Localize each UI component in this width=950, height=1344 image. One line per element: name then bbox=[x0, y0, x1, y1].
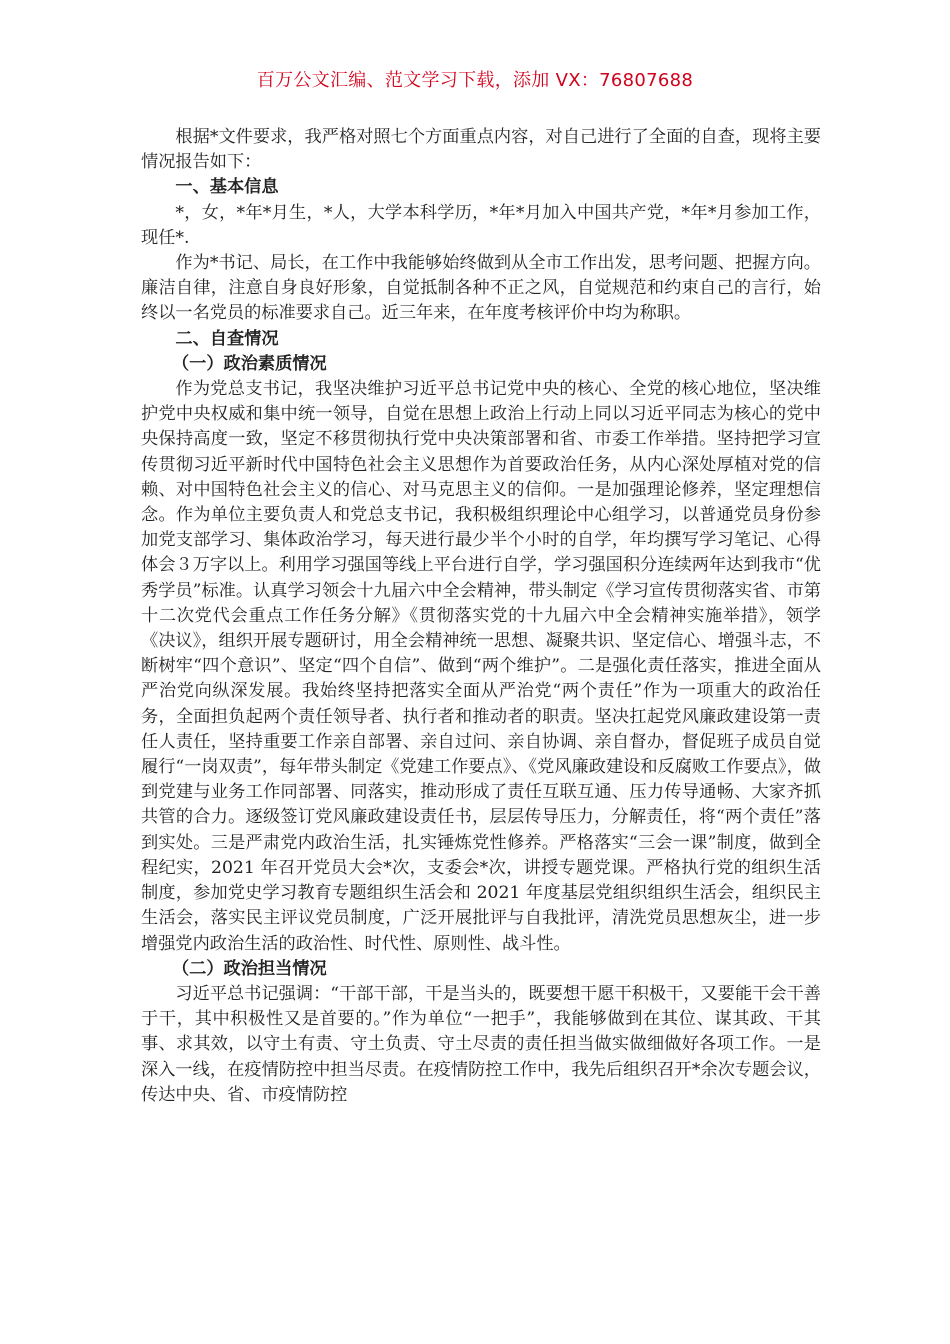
subsection-heading-political-responsibility: （二）政治担当情况 bbox=[171, 958, 327, 979]
political-quality-paragraph: 作为党总支书记，我坚决维护习近平总书记党中央的核心、全党的核心地位，坚决维护党中央权威和集中统一领导，自觉在思想上政治上行动上同以习近平同志为核心的党中央保持高度一致，坚定不移贯彻执行党中央决策部署和省、市委工作举措。坚持把学习宣传贯彻习近平新时代中国特色社会主义思想作为首要政治任务，从内心深处厚植对党的信赖、对中国特色社会主义的信心、对马克思主义的信仰。一是加强理论修养，坚定理想信念。作为单位主要负责人和党总支书记，我积极组织理论中心组学习，以普通党员身份参加党支部学习、集体政治学习，每天进行最少半个小时的自学，年均撰写学习笔记、心得体会３万字以上。利用学习强国等线上平台进行自学，学习强国积分连续两年达到我市“优秀学员”标准。认真学习领会十九届六中全会精神，带头制定《学习宣传贯彻落实省、市第十二次党代会重点工作任务分解》《贯彻落实党的十九届六中全会精神实施举措》，领学《决议》，组织开展专题研讨，用全会精神统一思想、凝聚共识、坚定信心、增强斗志，不断树牢“四个意识”、坚定“四个自信”、做到“两个维护”。二是强化责任落实，推进全面从严治党向纵深发展。我始终坚持把落实全面从严治党“两个责任”作为一项重大的政治任务，全面担负起两个责任领导者、执行者和推动者的职责。坚决扛起党风廉政建设第一责任人责任，坚持重要工作亲自部署、亲自过问、亲自协调、亲自督办，督促班子成员自觉履行“一岗双责”，每年带头制定《党建工作要点》、《党风廉政建设和反腐败工作要点》，做到党建与业务工作同部署、同落实，推动形成了责任互联互通、压力传导通畅、大家齐抓共管的合力。逐级签订党风廉政建设责任书，层层传导压力，分解责任，将“两个责任”落到实处。三是严肃党内政治生活，扎实锤炼党性修养。严格落实“三会一课”制度，做到全程纪实，2021 年召开党员大会*次，支委会*次，讲授专题党课。严格执行党的组织生活制度，参加党史学习教育专题组织生活会和 2021 年度基层党组织组织生活会，组织民主生活会，落实民主评议党员制度，广泛开展批评与自我批评，清洗党员思想灰尘，进一步增强党内政治生活的政治性、时代性、原则性、战斗性。 bbox=[141, 379, 821, 954]
section-heading-basic-info: 一、基本信息 bbox=[175, 177, 279, 198]
political-responsibility-paragraph: 习近平总书记强调：“干部干部，干是当头的，既要想干愿干积极干，又要能干会干善于干，其中积极性又是首要的。”作为单位“一把手”，我能够做到在其位、谋其政、干其事、求其效，以守土有责、守土负责、守土尽责的责任担当做实做细做好各项工作。一是深入一线，在疫情防控中担当尽责。在疫情防控工作中，我先后组织召开*余次专题会议，传达中央、省、市疫情防控 bbox=[141, 983, 821, 1105]
basic-info-paragraph: *，女，*年*月生，*人，大学本科学历，*年*月加入中国共产党，*年*月参加工作，现任*. bbox=[141, 202, 821, 248]
subsection-heading-political-quality: （一）政治素质情况 bbox=[171, 353, 327, 374]
section-heading-self-check: 二、自查情况 bbox=[175, 328, 279, 349]
document-body bbox=[141, 125, 821, 1108]
intro-paragraph: 根据*文件要求，我严格对照七个方面重点内容，对自己进行了全面的自查，现将主要情况报告如下： bbox=[141, 127, 821, 173]
basic-info-paragraph-2: 作为*书记、局长，在工作中我能够始终做到从全市工作出发，思考问题、把握方向。廉洁自律，注意自身良好形象，自觉抵制各种不正之风，自觉规范和约束自己的言行，始终以一名党员的标准要求自己。近三年来，在年度考核评价中均为称职。 bbox=[141, 253, 821, 324]
header-banner: 百万公文汇编、范文学习下载，添加 VX：76807688 bbox=[256, 70, 694, 91]
